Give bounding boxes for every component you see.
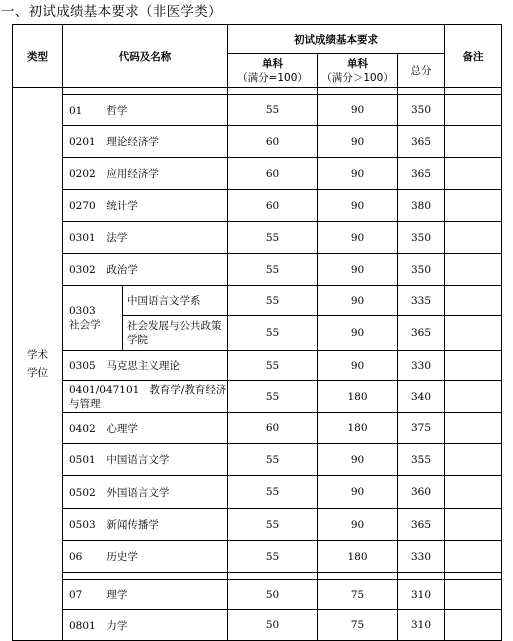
row-code-name: 01 哲学 (63, 95, 228, 126)
cell-remark (445, 444, 502, 476)
table-row (13, 254, 502, 286)
cell-total: 350 (398, 95, 445, 126)
cell-remark (445, 476, 502, 509)
cell-single-over-100: 90 (318, 158, 398, 190)
row-code-name: 0305 马克思主义理论 (63, 351, 228, 381)
header-total: 总分 (398, 54, 445, 88)
cell-remark (445, 610, 502, 641)
table-row (13, 95, 502, 126)
cell-single-over-100: 90 (318, 190, 398, 222)
cell-remark (445, 509, 502, 541)
cell-remark (445, 580, 502, 610)
cell-single-100: 55 (228, 509, 318, 541)
cell-remark (445, 541, 502, 573)
header-single-100 (228, 54, 318, 88)
cell-total: 310 (398, 580, 445, 610)
cell-remark (445, 126, 502, 158)
table-row (13, 476, 502, 509)
table-row (13, 286, 502, 316)
cell-remark (445, 381, 502, 413)
cell-remark (445, 413, 502, 444)
cell-single-100: 60 (228, 413, 318, 444)
sub-unit-name: 社会发展与公共政策学院 (123, 316, 228, 351)
table-row (13, 222, 502, 254)
table-row (13, 444, 502, 476)
cell-single-100: 55 (228, 222, 318, 254)
table-row (13, 351, 502, 381)
cell-total: 350 (398, 254, 445, 286)
cell-total: 360 (398, 476, 445, 509)
cell-single-over-100: 75 (318, 610, 398, 641)
row-code-name: 0501 中国语言文学 (63, 444, 228, 476)
row-code-name: 0202 应用经济学 (63, 158, 228, 190)
cell-remark (445, 95, 502, 126)
cell-single-100: 60 (228, 158, 318, 190)
row-code-name: 0302 政治学 (63, 254, 228, 286)
cell-total: 335 (398, 286, 445, 316)
table-row (13, 610, 502, 641)
header-single-100-line1: 单科 (262, 57, 283, 70)
table-row (13, 413, 502, 444)
cell-total: 365 (398, 126, 445, 158)
sub-unit-name: 中国语言文学系 (123, 286, 228, 316)
cell-single-100: 50 (228, 580, 318, 610)
header-single-over-100-line1: 单科 (347, 57, 368, 70)
table-row (13, 580, 502, 610)
table-row (13, 381, 502, 413)
cell-single-over-100: 180 (318, 413, 398, 444)
cell-single-over-100: 90 (318, 444, 398, 476)
cell-single-over-100: 90 (318, 351, 398, 381)
cell-remark (445, 190, 502, 222)
cell-single-over-100: 90 (318, 316, 398, 351)
cell-total: 350 (398, 222, 445, 254)
row-code-name: 0201 理论经济学 (63, 126, 228, 158)
cell-total: 375 (398, 413, 445, 444)
header-type: 类型 (13, 25, 63, 88)
cell-single-100: 60 (228, 126, 318, 158)
cell-single-over-100: 90 (318, 126, 398, 158)
cell-single-over-100: 180 (318, 541, 398, 573)
cell-single-over-100: 90 (318, 95, 398, 126)
cell-single-over-100: 90 (318, 509, 398, 541)
cell-total: 330 (398, 541, 445, 573)
cell-single-100: 55 (228, 541, 318, 573)
cell-single-100: 55 (228, 286, 318, 316)
cell-total: 365 (398, 509, 445, 541)
row-code-name: 0502 外国语言文学 (63, 476, 228, 509)
row-code-name: 0801 力学 (63, 610, 228, 641)
row-code-name: 07 理学 (63, 580, 228, 610)
table-row (13, 190, 502, 222)
cell-total: 340 (398, 381, 445, 413)
cell-single-over-100: 90 (318, 254, 398, 286)
cell-total: 355 (398, 444, 445, 476)
header-score-group: 初试成绩基本要求 (228, 25, 445, 54)
cell-single-over-100: 90 (318, 222, 398, 254)
table-row (13, 158, 502, 190)
row-code-name: 0402 心理学 (63, 413, 228, 444)
cell-single-over-100: 90 (318, 476, 398, 509)
header-single-over-100 (318, 54, 398, 88)
cell-single-100: 55 (228, 254, 318, 286)
cell-total: 330 (398, 351, 445, 381)
table-row (13, 509, 502, 541)
row-code-name: 0270 统计学 (63, 190, 228, 222)
header-remark: 备注 (445, 25, 502, 88)
cell-single-100: 55 (228, 351, 318, 381)
cell-total: 380 (398, 190, 445, 222)
category-label: 学术学位 (27, 349, 48, 379)
row-name: 社会学 (69, 319, 101, 331)
row-code-name: 0401/047101 教育学/教育经济与管理 (63, 381, 228, 413)
cell-single-over-100: 180 (318, 381, 398, 413)
cell-remark (445, 222, 502, 254)
cell-remark (445, 158, 502, 190)
cell-remark (445, 254, 502, 286)
cell-single-100: 55 (228, 444, 318, 476)
score-requirements-table (12, 24, 502, 641)
cell-remark (445, 351, 502, 381)
cell-single-over-100: 75 (318, 580, 398, 610)
cell-total: 365 (398, 316, 445, 351)
cell-single-over-100: 90 (318, 286, 398, 316)
header-code-name: 代码及名称 (63, 25, 228, 88)
row-code-name: 0301 法学 (63, 222, 228, 254)
section-title: 一、初试成绩基本要求（非医学类） (1, 4, 222, 20)
table-row (13, 126, 502, 158)
row-code-name: 06 历史学 (63, 541, 228, 573)
table-row (13, 541, 502, 573)
cell-single-100: 60 (228, 190, 318, 222)
cell-single-100: 55 (228, 476, 318, 509)
header-single-100-line2: （满分=100） (237, 71, 308, 84)
cell-total: 365 (398, 158, 445, 190)
cell-single-100: 50 (228, 610, 318, 641)
cell-total: 310 (398, 610, 445, 641)
cell-single-100: 55 (228, 95, 318, 126)
header-single-over-100-line2: （满分＞100） (321, 71, 394, 84)
cell-single-100: 55 (228, 381, 318, 413)
row-code: 0303 (69, 305, 96, 317)
category-cell (13, 88, 63, 641)
cell-remark (445, 316, 502, 351)
cell-remark (445, 286, 502, 316)
row-code-name (63, 286, 123, 351)
row-code-name: 0503 新闻传播学 (63, 509, 228, 541)
cell-single-100: 55 (228, 316, 318, 351)
